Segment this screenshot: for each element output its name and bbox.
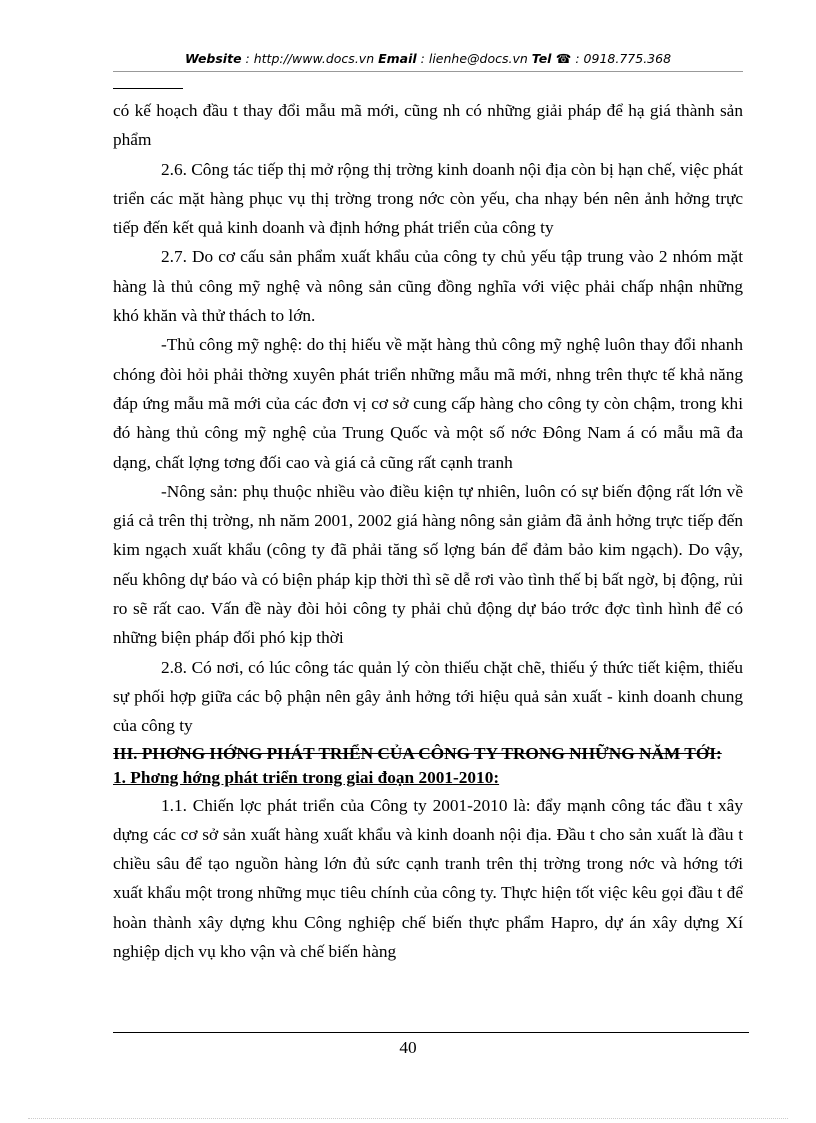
document-body xyxy=(113,96,743,966)
paragraph-continuation: có kế hoạch đầu t thay đổi mẫu mã mới, cũng nh có những giải pháp để hạ giá thành sản phẩm xyxy=(113,101,743,150)
paragraph-handicraft: -Thủ công mỹ nghệ: do thị hiếu về mặt hàng thủ công mỹ nghệ luôn thay đổi nhanh chóng đòi hỏi phải thờng xuyên phát triển những mẫu mã mới, nhng trên thực tế khả năng đáp ứng mẫu mã mới của các đơn vị cơ sở cung cấp hàng cho công ty còn chậm, trong khi đó hàng thủ công mỹ nghệ của Trung Quốc và một số nớc Đông Nam á có mẫu mã đa dạng, chất lợng tơng đối cao và giá cả cũng rất cạnh tranh xyxy=(113,335,743,472)
subsection-heading: 1. Phơng hớng phát triển trong giai đoạn 2001-2010: xyxy=(113,767,500,787)
paragraph-agriculture: -Nông sản: phụ thuộc nhiều vào điều kiện tự nhiên, luôn có sự biến động rất lớn về giá cả trên thị trờng, nh năm 2001, 2002 giá hàng nông sản giảm đã ảnh hởng trực tiếp đến kim ngạch xuất khẩu (công ty đã phải tăng số lợng bán để đảm bảo kim ngạch). Do vậy, nếu không dự báo và có biện pháp kịp thời thì sẽ dễ rơi vào tình thế bị bất ngờ, bị động, rủi ro sẽ rất cao. Vấn đề này đòi hỏi công ty phải chủ động dự báo trớc đợc tình hình để có những biện pháp đối phó kịp thời xyxy=(113,481,743,648)
tel-value: : 0918.775.368 xyxy=(575,51,672,66)
paragraph-2-7: 2.7. Do cơ cấu sản phẩm xuất khẩu của công ty chủ yếu tập trung vào 2 nhóm mặt hàng là thủ công mỹ nghệ và nông sản cũng đồng nghĩa với việc phải chấp nhận những khó khăn và thử thách to lớn. xyxy=(113,247,743,326)
footer-divider xyxy=(113,1032,749,1033)
email-label: Email xyxy=(378,51,417,66)
paragraph-1-1: 1.1. Chiến lợc phát triển của Công ty 2001-2010 là: đẩy mạnh công tác đầu t xây dựng các cơ sở sản xuất hàng xuất khẩu và kinh doanh nội địa. Đầu t cho sản xuất là đầu t chiều sâu để tạo nguồn hàng lớn đủ sức cạnh tranh trên thị trờng trong nớc và hớng tới xuất khẩu một trong những mục tiêu chính của công ty. Thực hiện tốt việc kêu gọi đầu t để hoàn thành xây dựng khu Công nghiệp chế biến thực phẩm Hapro, dự án xây dựng Xí nghiệp dịch vụ kho vận và chế biến hàng xyxy=(113,795,743,962)
section-heading: III. PHƠNG HỚNG PHÁT TRIỂN CỦA CÔNG TY TRONG NHỮNG NĂM TỚI: xyxy=(113,743,722,763)
paragraph-2-8: 2.8. Có nơi, có lúc công tác quản lý còn thiếu chặt chẽ, thiếu ý thức tiết kiệm, thiếu sự phối hợp giữa các bộ phận nên gây ảnh hởng tới hiệu quả sản xuất - kinh doanh chung của công ty xyxy=(113,657,743,736)
header-divider xyxy=(113,71,743,72)
website-value[interactable]: : http://www.docs.vn xyxy=(245,51,375,66)
website-label: Website xyxy=(184,51,242,66)
page-bottom-border xyxy=(28,1118,788,1119)
page-number: 40 xyxy=(399,1038,417,1057)
tel-label: Tel ☎ xyxy=(531,51,572,66)
paragraph-2-6: 2.6. Công tác tiếp thị mở rộng thị trờng kinh doanh nội địa còn bị hạn chế, việc phát triển các mặt hàng phục vụ thị trờng trong nớc còn yếu, cha nhạy bén nên ảnh hởng trực tiếp đến kết quả kinh doanh và định hớng phát triển của công ty xyxy=(113,159,743,238)
email-value[interactable]: : lienhe@docs.vn xyxy=(420,51,528,66)
page-header xyxy=(113,51,743,66)
short-divider xyxy=(113,88,183,89)
